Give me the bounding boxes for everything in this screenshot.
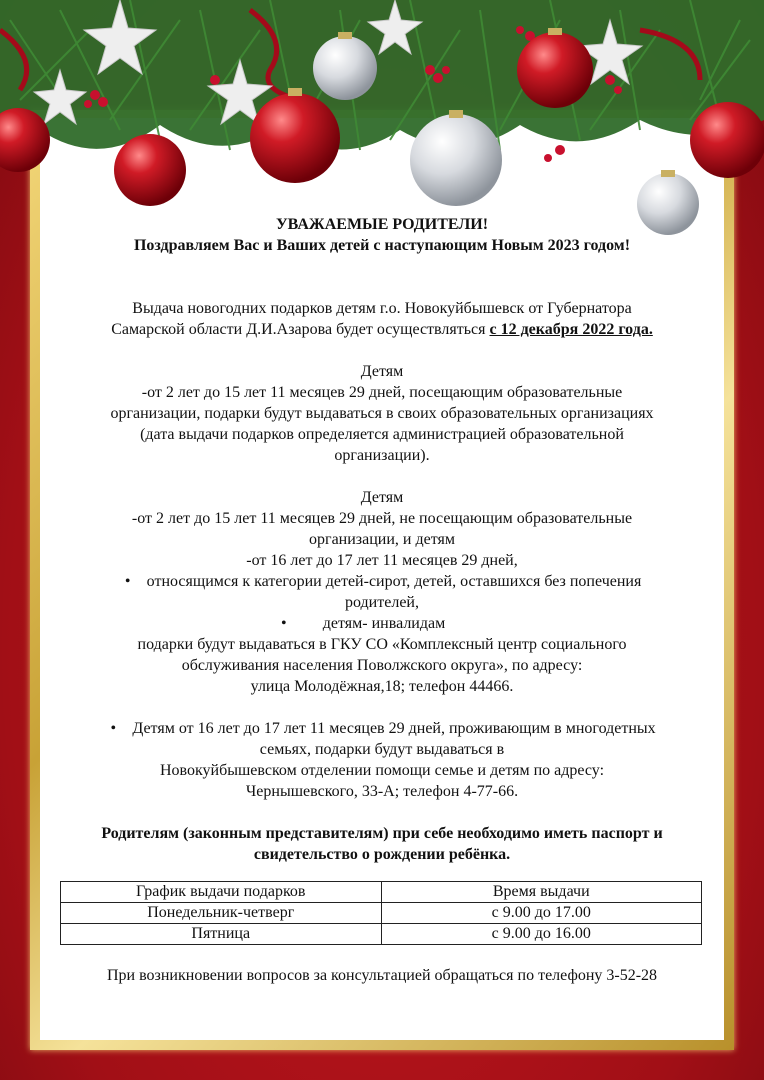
issue-start-date: с 12 декабря 2022 года. (489, 321, 653, 338)
notice-line-1: Родителям (законным представителям) при себе необходимо иметь паспорт и (101, 825, 663, 842)
table-header-row (61, 882, 702, 903)
bullet-icon: • (280, 615, 287, 632)
section2-bullet-2-text: детям- инвалидам (322, 615, 446, 632)
table-header-cell: График выдачи подарков (61, 882, 382, 903)
section1-line-3: (дата выдачи подарков определяется администрацией образовательной (140, 426, 624, 443)
intro-line-2 (40, 319, 724, 340)
section3-line-4: Чернышевского, 33-А; телефон 4-77-66. (245, 783, 519, 800)
letter-content (40, 214, 724, 865)
table-cell: с 9.00 до 16.00 (381, 924, 702, 945)
section1-line-2: организации, подарки будут выдаваться в своих образовательных организациях (110, 405, 654, 422)
section2-bullet-1 (40, 571, 724, 592)
section2-bullet-1-text: относящимся к категории детей-сирот, детей, оставшихся без попечения (146, 573, 642, 590)
heading-title: УВАЖАЕМЫЕ РОДИТЕЛИ! (275, 216, 489, 233)
section1-line-1: -от 2 лет до 15 лет 11 месяцев 29 дней, посещающим образовательные (141, 384, 623, 401)
section2-line-6: улица Молодёжная,18; телефон 44466. (250, 678, 514, 695)
table-cell: с 9.00 до 17.00 (381, 903, 702, 924)
notice-line-2: свидетельство о рождении ребёнка. (253, 846, 511, 863)
section3-line-3: Новокуйбышевском отделении помощи семье и детям по адресу: (159, 762, 605, 779)
table-header-cell: Время выдачи (381, 882, 702, 903)
table-cell: Пятница (61, 924, 382, 945)
section2-line-3: -от 16 лет до 17 лет 11 месяцев 29 дней, (246, 552, 518, 569)
bullet-icon: • (124, 573, 131, 590)
section1-label: Детям (360, 363, 404, 380)
section2-label: Детям (360, 489, 404, 506)
intro-line-2-prefix: Самарской области Д.И.Азарова будет осуществляться (111, 321, 490, 338)
heading-subtitle: Поздравляем Вас и Ваших детей с наступающим Новым 2023 годом! (133, 237, 631, 254)
table-cell: Понедельник-четверг (61, 903, 382, 924)
christmas-garland-decoration (0, 0, 764, 240)
section1-line-4: организации). (334, 447, 430, 464)
intro-line-1: Выдача новогодних подарков детям г.о. Новокуйбышевск от Губернатора (132, 300, 632, 317)
bullet-icon: • (110, 720, 117, 737)
section2-bullet-1-cont: родителей, (345, 594, 419, 611)
section3-line-2: семьях, подарки будут выдаваться в (259, 741, 505, 758)
schedule-table (60, 881, 702, 945)
contact-footer: При возникновении вопросов за консультацией обращаться по телефону 3-52-28 (106, 967, 658, 984)
section2-line-2: организации, и детям (309, 531, 455, 548)
section3-line-1-text: Детям от 16 лет до 17 лет 11 месяцев 29 дней, проживающим в многодетных (132, 720, 656, 737)
section2-line-1: -от 2 лет до 15 лет 11 месяцев 29 дней, не посещающим образовательные (131, 510, 633, 527)
section2-line-4: подарки будут выдаваться в ГКУ СО «Комплексный центр социального (137, 636, 627, 653)
section2-line-5: обслуживания населения Поволжского округа», по адресу: (181, 657, 583, 674)
section3-line-1 (40, 718, 724, 739)
section2-bullet-2 (40, 613, 724, 634)
table-row (61, 903, 702, 924)
table-row (61, 924, 702, 945)
